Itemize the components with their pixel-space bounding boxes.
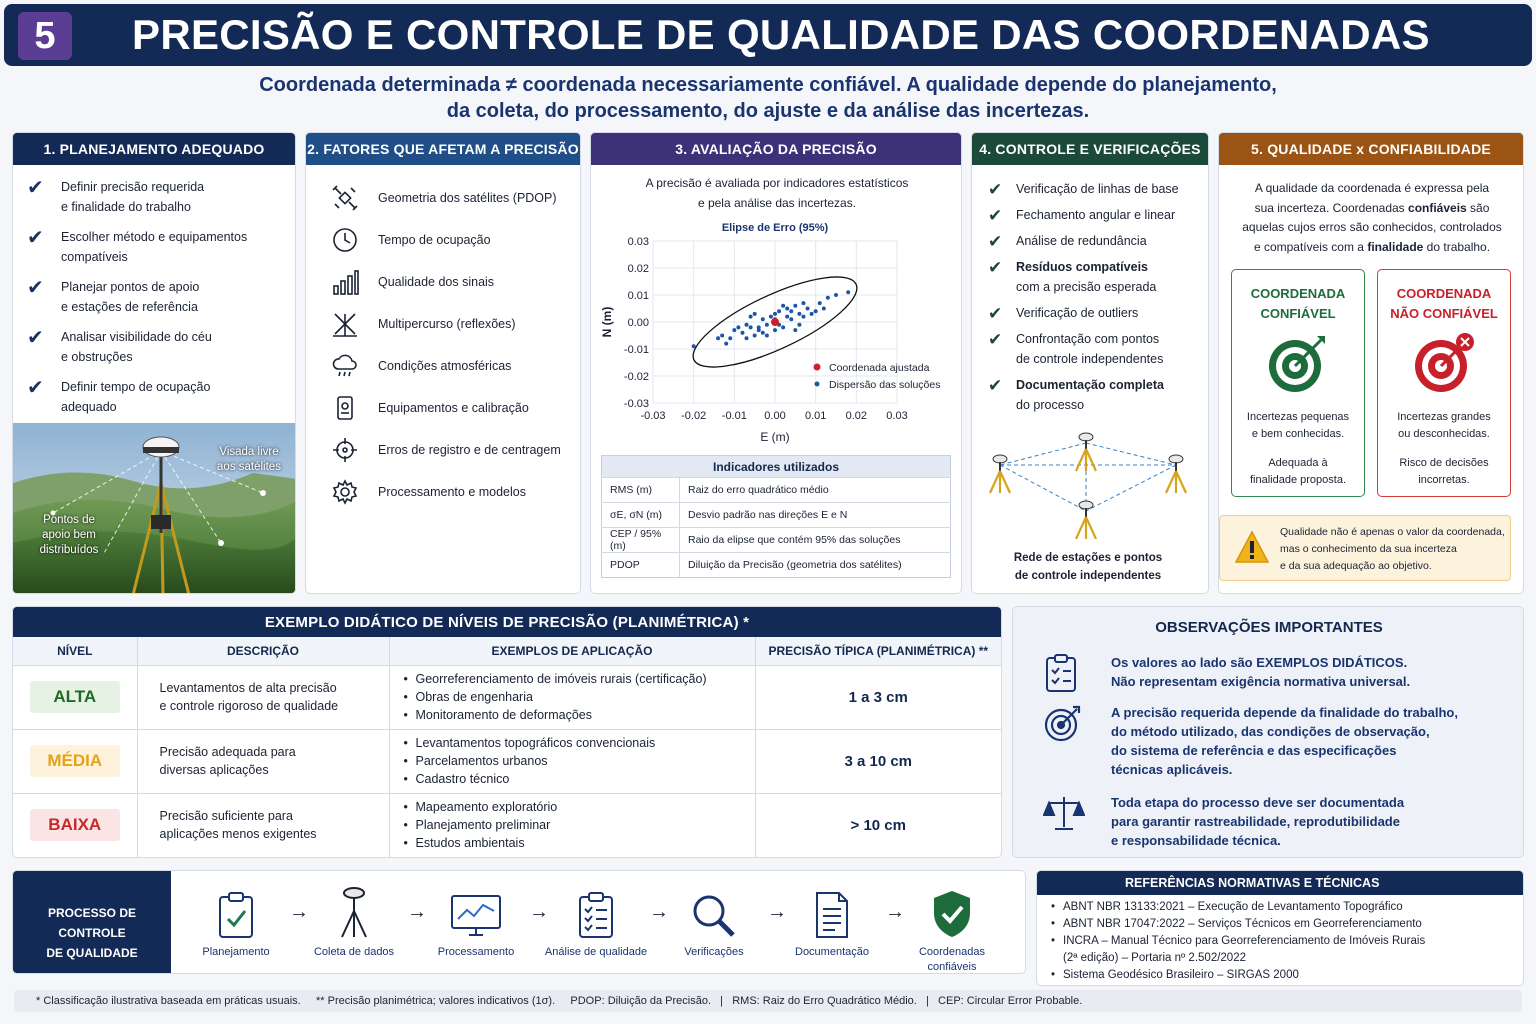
scatter-point (765, 334, 769, 338)
factor-item: Condições atmosféricas (330, 351, 580, 381)
x-tick-label: -0.02 (681, 410, 707, 422)
example-item: • Monitoramento de deformações (396, 706, 755, 724)
scatter-point (814, 309, 818, 313)
level-badge: ALTA (30, 681, 120, 713)
factor-item: Tempo de ocupação (330, 225, 580, 255)
control-item: ✔ Verificação de outliers (988, 304, 1139, 323)
scatter-point (789, 317, 793, 321)
scatter-point (692, 344, 696, 348)
factors-title: 2. FATORES QUE AFETAM A PRECISÃO (306, 133, 580, 165)
scatter-point (818, 301, 822, 305)
clipboard-icon (1043, 653, 1083, 698)
example-item: • Cadastro técnico (396, 770, 755, 788)
scatter-point (801, 315, 805, 319)
planning-item: ✔ Definir precisão requerida e finalidade do trabalho (27, 177, 205, 214)
check-icon: ✔ (27, 227, 44, 249)
check-icon: ✔ (988, 206, 1003, 225)
level-examples (389, 729, 755, 793)
scatter-point (846, 290, 850, 294)
planning-item: ✔ Planejar pontos de apoio e estações de referência (27, 277, 200, 314)
scatter-point (769, 315, 773, 319)
check-icon: ✔ (988, 232, 1003, 251)
process-step: Análise de qualidade (541, 883, 651, 960)
arrow-right-icon: → (649, 901, 669, 923)
check-icon: ✔ (27, 177, 44, 199)
device-icon (330, 393, 360, 423)
indicator-row (602, 528, 951, 553)
check-icon: ✔ (27, 277, 44, 299)
network-caption: Rede de estações e pontos de controle independentes (1013, 552, 1163, 582)
indicators-title: Indicadores utilizados (602, 456, 951, 478)
indicators-table (601, 455, 951, 578)
factor-item: Geometria dos satélites (PDOP) (330, 183, 580, 213)
process-title: PROCESSO DE CONTROLE DE QUALIDADE (13, 871, 171, 974)
indicator-value: Raiz do erro quadrático médio (680, 478, 951, 503)
scatter-point (765, 323, 769, 327)
scatter-point (740, 331, 744, 335)
planning-item: ✔ Analisar visibilidade do céu e obstruções (27, 327, 212, 364)
scatter-point (777, 309, 781, 313)
indicator-row (602, 503, 951, 528)
y-tick-label: -0.02 (623, 371, 649, 383)
section-number: 5 (18, 12, 72, 60)
check-icon: ✔ (988, 180, 1003, 199)
quality-warning: Qualidade não é apenas o valor da coordenada, mas o conhecimento da sua incerteza e da sua adequação ao objetivo. (1219, 515, 1511, 581)
col-description: DESCRIÇÃO (137, 637, 389, 665)
page-title: PRECISÃO E CONTROLE DE QUALIDADE DAS COORDENADAS (132, 11, 1430, 58)
level-badge: BAIXA (30, 809, 120, 841)
arrow-right-icon: → (767, 901, 787, 923)
level-precision: 1 a 3 cm (755, 665, 1001, 729)
factors-card (305, 132, 581, 594)
control-item: ✔ Resíduos compatíveis com a precisão esperada (988, 258, 1157, 294)
observation-item: Os valores ao lado são EXEMPLOS DIDÁTICOS. Não representam exigência normativa universal. (1043, 653, 1461, 698)
gnss-field-photo (13, 423, 296, 594)
arrow-right-icon: → (885, 901, 905, 923)
clipboard-check-icon (181, 883, 291, 939)
error-ellipse-chart (591, 217, 962, 453)
x-axis-label: E (m) (760, 430, 790, 444)
checklist-icon (541, 883, 651, 939)
table-row (13, 729, 1001, 793)
monitor-chart-icon (421, 883, 531, 939)
process-step: Verificações (659, 883, 769, 960)
evaluation-intro: A precisão é avaliada por indicadores estatísticos e pela análise das incertezas. (645, 176, 909, 210)
document-icon (777, 883, 887, 939)
scatter-point (773, 312, 777, 316)
scatter-point (732, 328, 736, 332)
x-tick-label: 0.00 (764, 410, 786, 422)
x-tick-label: 0.01 (804, 410, 827, 422)
gnss-receiver-icon (299, 883, 409, 939)
example-item: • Obras de engenharia (396, 688, 755, 706)
quality-title: 5. QUALIDADE x CONFIABILIDADE (1219, 133, 1523, 165)
scatter-point (749, 315, 753, 319)
tripod-icon (1166, 455, 1186, 493)
scatter-point (793, 304, 797, 308)
scatter-point (736, 325, 740, 329)
observations-card (1012, 606, 1524, 858)
y-tick-label: -0.01 (623, 344, 649, 356)
check-icon: ✔ (988, 258, 1003, 277)
levels-title: EXEMPLO DIDÁTICO DE NÍVEIS DE PRECISÃO (PLANIMÉTRICA) * (13, 607, 1001, 639)
indicator-key: PDOP (602, 553, 680, 578)
reference-item: • INCRA – Manual Técnico para Georreferenciamento de Imóveis Rurais (1049, 933, 1519, 950)
check-icon: ✔ (27, 377, 44, 399)
process-step: Processamento (421, 883, 531, 960)
table-row (13, 665, 1001, 729)
scatter-point (781, 325, 785, 329)
references-card (1036, 870, 1524, 986)
arrow-right-icon: → (529, 901, 549, 923)
indicator-row (602, 478, 951, 503)
indicator-value: Raio da elipse que contém 95% das soluções (680, 528, 951, 553)
factor-item: Processamento e modelos (330, 477, 580, 507)
level-precision: 3 a 10 cm (755, 729, 1001, 793)
shield-check-icon (897, 883, 1007, 939)
scatter-point (785, 307, 789, 311)
sky-view-label: Visada livre aos satélites (217, 446, 281, 473)
planning-card (12, 132, 296, 594)
scatter-point (761, 331, 765, 335)
y-tick-label: 0.00 (627, 317, 649, 329)
check-icon: ✔ (988, 330, 1003, 349)
reference-item: • Sistema Geodésico Brasileiro – SIRGAS 2000 (1049, 967, 1519, 984)
process-step: Planejamento (181, 883, 291, 960)
page-header (4, 4, 1532, 66)
scatter-point (753, 334, 757, 338)
quality-intro: A qualidade da coordenada é expressa pela sua incerteza. Coordenadas confiáveis são aquelas cujos erros são conhecidos, controlados e compatíveis com a finalidade do trabalho. (1242, 181, 1502, 254)
factor-item: Erros de registro e de centragem (330, 435, 580, 465)
legend-marker (815, 382, 820, 387)
scatter-point (728, 336, 732, 340)
indicator-value: Desvio padrão nas direções E e N (680, 503, 951, 528)
observation-item: A precisão requerida depende da finalidade do trabalho, do método utilizado, das condições de observação, do sistema de referência e das especificações técnicas aplicáveis. (1043, 703, 1461, 779)
legend-marker (814, 364, 821, 371)
control-card (971, 132, 1209, 594)
tripod-icon (1076, 433, 1096, 471)
y-tick-label: 0.01 (627, 290, 649, 302)
scatter-point (797, 323, 801, 327)
process-step: Documentação (777, 883, 887, 960)
process-card (12, 870, 1026, 974)
x-tick-label: -0.01 (721, 410, 747, 422)
crosshair-icon (330, 435, 360, 465)
control-item: ✔ Verificação de linhas de base (988, 180, 1179, 199)
level-examples (389, 793, 755, 857)
example-item: • Levantamentos topográficos convencionais (396, 734, 755, 752)
unreliable-coordinate-box: COORDENADA NÃO CONFIÁVEL Incertezas grandes ou desconhecidas. Risco de decisões incorretas. (1377, 269, 1511, 497)
level-precision: > 10 cm (755, 793, 1001, 857)
clock-icon (330, 225, 360, 255)
signal-bars-icon (330, 267, 360, 297)
adjusted-point (771, 318, 779, 326)
control-item: ✔ Confrontação com pontos de controle independentes (988, 330, 1164, 366)
precision-levels-card (12, 606, 1002, 858)
reference-item-cont: (2ª edição) – Portaria nº 2.502/2022 (1063, 952, 1246, 964)
check-icon: ✔ (988, 376, 1003, 395)
magnifier-icon (659, 883, 769, 939)
observations-title: OBSERVAÇÕES IMPORTANTES (1155, 619, 1383, 636)
factor-item: Equipamentos e calibração (330, 393, 580, 423)
tripod-icon (1076, 501, 1096, 539)
x-tick-label: 0.02 (845, 410, 868, 422)
scatter-point (757, 325, 761, 329)
planning-title: 1. PLANEJAMENTO ADEQUADO (13, 133, 295, 165)
scatter-point (745, 323, 749, 327)
col-level: NÍVEL (13, 637, 137, 665)
arrow-right-icon: → (289, 901, 309, 923)
control-list (988, 179, 1208, 421)
scatter-point (716, 336, 720, 340)
cloud-rain-icon (330, 351, 360, 381)
scatter-point (826, 296, 830, 300)
gear-icon (330, 477, 360, 507)
scatter-point (724, 342, 728, 346)
scatter-point (781, 304, 785, 308)
quality-card (1218, 132, 1524, 594)
reference-item: • ABNT NBR 17047:2022 – Serviços Técnicos em Georreferenciamento (1049, 916, 1519, 933)
example-item: • Parcelamentos urbanos (396, 752, 755, 770)
example-item: • Planejamento preliminar (396, 816, 755, 834)
reference-item: • ABNT NBR 13133:2021 – Execução de Levantamento Topográfico (1049, 899, 1519, 916)
table-row (13, 793, 1001, 857)
example-item: • Mapeamento exploratório (396, 798, 755, 816)
precision-levels-table (13, 637, 1001, 858)
station-network-diagram (982, 429, 1202, 539)
arrow-right-icon: → (407, 901, 427, 923)
scatter-point (789, 309, 793, 313)
control-title: 4. CONTROLE E VERIFICAÇÕES (972, 133, 1208, 165)
level-examples (389, 665, 755, 729)
indicator-value: Diluição da Precisão (geometria dos satélites) (680, 553, 951, 578)
control-points-label: Pontos de apoio bem distribuídos (39, 514, 99, 556)
factor-item: Qualidade dos sinais (330, 267, 580, 297)
evaluation-card (590, 132, 962, 594)
control-item: ✔ Documentação completa do processo (988, 376, 1164, 412)
scatter-point (793, 328, 797, 332)
observation-item: Toda etapa do processo deve ser documentada para garantir rastreabilidade, reprodutibilidade e responsabilidade técnica. (1043, 793, 1461, 850)
scatter-point (745, 336, 749, 340)
y-tick-label: -0.03 (623, 398, 649, 410)
y-axis-label: N (m) (600, 306, 614, 338)
evaluation-title: 3. AVALIAÇÃO DA PRECISÃO (591, 133, 961, 165)
scatter-point (806, 307, 810, 311)
indicator-row (602, 553, 951, 578)
references-list (1049, 899, 1519, 984)
scatter-point (753, 312, 757, 316)
col-examples: EXEMPLOS DE APLICAÇÃO (389, 637, 755, 665)
y-tick-label: 0.02 (627, 263, 649, 275)
process-step: Coordenadas confiáveis (897, 883, 1007, 974)
example-item: • Georreferenciamento de imóveis rurais (certificação) (396, 670, 755, 688)
planning-item: ✔ Escolher método e equipamentos compatíveis (27, 227, 248, 264)
footnote: * Classificação ilustrativa baseada em práticas usuais. ** Precisão planimétrica; valores indicativos (1σ). PDOP: Diluição da Precisão. | RMS: Raiz do Erro Quadrático Médio. | CEP: Circular Error Probable. (14, 990, 1522, 1012)
chart-title: Elipse de Erro (95%) (721, 222, 829, 234)
scatter-point (773, 328, 777, 332)
satellite-icon (330, 183, 360, 213)
target-hit-icon (1263, 332, 1333, 396)
reliable-coordinate-box: COORDENADA CONFIÁVEL Incertezas pequenas e bem conhecidas. Adequada à finalidade proposta. (1231, 269, 1365, 497)
scatter-point (822, 307, 826, 311)
level-description: Levantamentos de alta precisão e controle rigoroso de qualidade (137, 665, 389, 729)
control-item: ✔ Fechamento angular e linear (988, 206, 1176, 225)
scatter-point (810, 312, 814, 316)
x-tick-label: 0.03 (886, 410, 908, 422)
subtitle-line-2: da coleta, do processamento, do ajuste e da análise das incertezas. (446, 100, 1090, 122)
tripod-icon (990, 455, 1010, 493)
example-item: • Estudos ambientais (396, 834, 755, 852)
x-tick-label: -0.03 (640, 410, 666, 422)
page-subtitle (150, 72, 1386, 124)
scatter-point (720, 334, 724, 338)
check-icon: ✔ (27, 327, 44, 349)
process-step: Coleta de dados (299, 883, 409, 960)
multipath-icon (330, 309, 360, 339)
warning-icon (1234, 530, 1270, 564)
indicator-key: CEP / 95% (m) (602, 528, 680, 553)
planning-item: ✔ Definir tempo de ocupação adequado (27, 377, 211, 414)
factor-item: Multipercurso (reflexões) (330, 309, 580, 339)
references-title: REFERÊNCIAS NORMATIVAS E TÉCNICAS (1037, 871, 1523, 895)
control-item: ✔ Análise de redundância (988, 232, 1147, 251)
level-badge: MÉDIA (30, 745, 120, 777)
target-icon (1043, 703, 1083, 779)
scatter-point (797, 312, 801, 316)
planning-list (27, 177, 291, 427)
scatter-point (761, 317, 765, 321)
indicator-key: RMS (m) (602, 478, 680, 503)
level-description: Precisão adequada para diversas aplicações (137, 729, 389, 793)
subtitle-line-1: Coordenada determinada ≠ coordenada necessariamente confiável. A qualidade depende do planejamento, (259, 74, 1277, 96)
legend-dispersion: Dispersão das soluções (829, 379, 941, 391)
y-tick-label: 0.03 (627, 236, 649, 248)
scatter-point (834, 293, 838, 297)
col-precision: PRECISÃO TÍPICA (PLANIMÉTRICA) ** (755, 637, 1001, 665)
scatter-point (749, 325, 753, 329)
legend-adjusted: Coordenada ajustada (829, 362, 930, 374)
scatter-point (785, 315, 789, 319)
indicator-key: σE, σN (m) (602, 503, 680, 528)
scatter-point (801, 301, 805, 305)
level-description: Precisão suficiente para aplicações menos exigentes (137, 793, 389, 857)
target-miss-icon (1409, 332, 1479, 396)
scales-icon (1043, 793, 1083, 850)
check-icon: ✔ (988, 304, 1003, 323)
